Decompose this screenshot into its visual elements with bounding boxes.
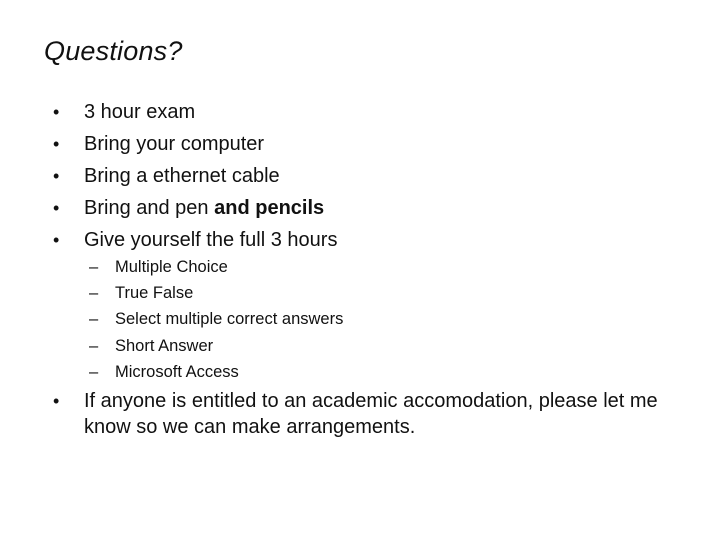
bullet-icon: • [53, 166, 60, 186]
accommodation-note [0, 388, 700, 440]
bullet-icon: • [53, 391, 60, 411]
bullet-text: Give yourself the full 3 hours [84, 229, 338, 251]
sub-bullet-item [0, 280, 700, 306]
sub-bullet-text: True False [115, 284, 194, 303]
dash-icon: – [89, 362, 99, 381]
sub-bullet-text: Short Answer [115, 336, 214, 355]
bullet-list [0, 96, 700, 256]
bullet-text-bold: and pencils [214, 197, 325, 219]
dash-icon: – [89, 336, 99, 355]
sub-bullet-text: Select multiple correct answers [115, 310, 344, 329]
sub-bullet-item [0, 359, 700, 385]
bullet-item [0, 128, 700, 160]
dash-icon: – [89, 258, 99, 276]
slide-title: Questions? [44, 36, 183, 66]
accommodation-note-text: If anyone is entitled to an academic accomodation, please let me know so we can make arrangements. [84, 390, 658, 438]
bullet-text: Bring your computer [84, 133, 265, 155]
sub-bullet-text: Microsoft Access [115, 362, 239, 381]
bullet-icon: • [53, 198, 60, 218]
bullet-text: 3 hour exam [84, 101, 196, 123]
bullet-item [0, 192, 700, 224]
sub-bullet-item [0, 254, 700, 280]
sub-bullet-text: Multiple Choice [115, 258, 228, 276]
dash-icon: – [89, 284, 99, 303]
bullet-icon: • [53, 230, 60, 250]
bullet-icon: • [53, 102, 60, 122]
bullet-text: Bring and pen [84, 197, 215, 219]
sub-bullet-item [0, 333, 700, 359]
bullet-item [0, 96, 700, 128]
dash-icon: – [89, 310, 99, 329]
sub-bullet-item [0, 306, 700, 332]
sub-bullet-list [0, 254, 700, 385]
bullet-text: Bring a ethernet cable [84, 165, 280, 187]
bullet-item [0, 160, 700, 192]
bullet-item [0, 224, 700, 256]
bullet-icon: • [53, 134, 60, 154]
